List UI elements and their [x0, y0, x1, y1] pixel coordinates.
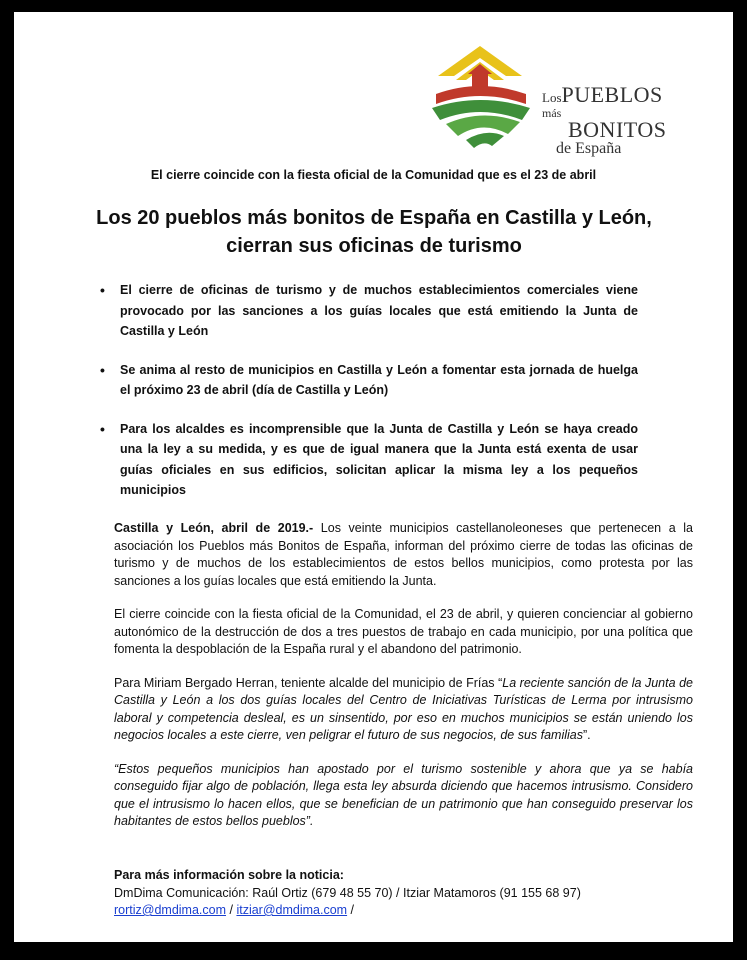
bullet-item [100, 360, 638, 401]
document-page [14, 12, 733, 942]
paragraph-4 [114, 761, 693, 831]
paragraph-2: El cierre coincide con la fiesta oficial de la Comunidad, el 23 de abril, y quieren concienciar al gobierno autonómico de la destrucción de dos a tres puestos de trabajo en cada municipio, por una política que fomenta la despoblación de la España rural y el abandono del patrimonio. [114, 607, 693, 656]
logo-emblem-icon [422, 42, 542, 152]
logo-word-mas: más [542, 106, 562, 120]
bullet-dot-icon: • [100, 420, 105, 437]
bullet-dot-icon: • [100, 361, 105, 378]
logo-word-espana: de España [556, 140, 622, 157]
paragraph-3-quote: La reciente sanción de la Junta de Castilla y León a los dos guías locales del Centro de Iniciativas Turísticas de Lerma por intrusismo laboral y competencia desleal, es un sinsentido, por eso en muchos municipios se están uniendo los negocios locales a este cierre, ven peligrar el futuro de sus negocios, de sus familias [114, 675, 693, 742]
contact-title: Para más información sobre la noticia: [114, 868, 344, 882]
paragraph-3 [114, 675, 693, 745]
bullet-text: El cierre de oficinas de turismo y de muchos establecimientos comerciales viene provocado por las sanciones a los guías locales que está emitiendo la Junta de Castilla y León [120, 283, 638, 338]
email-link-itziar[interactable]: itziar@dmdima.com [236, 903, 348, 917]
subtitle: El cierre coincide con la fiesta oficial de la Comunidad que es el 23 de abril [150, 168, 597, 182]
contact-emails [114, 902, 693, 920]
bullet-item [100, 280, 638, 342]
pueblos-mas-bonitos-logo [422, 42, 667, 167]
article-body [114, 520, 693, 847]
bullet-dot-icon: • [100, 282, 105, 298]
contact-line: DmDima Comunicación: Raúl Ortiz (679 48 55 70) / Itziar Matamoros (91 155 68 97) [114, 885, 581, 900]
bullet-text: Para los alcaldes es incomprensible que la Junta de Castilla y León se haya creado una la ley a su medida, y es que de igual manera que la Junta está exenta de usar guías oficiales en sus edificios, solicitan aplicar la misma ley a los pequeños municipios [120, 421, 638, 497]
logo-prefix: Los [542, 90, 562, 105]
paragraph-3-end: ”. [583, 728, 591, 742]
paragraph-1 [114, 520, 693, 590]
dateline: Castilla y León, abril de 2019.- [114, 521, 314, 535]
bullet-item [100, 419, 638, 501]
headline: Los 20 pueblos más bonitos de España en Castilla y León, cierran sus oficinas de turismo [96, 207, 652, 257]
bullet-list [100, 280, 638, 519]
paragraph-3-intro: Para Miriam Bergado Herran, teniente alcalde del municipio de Frías “ [114, 675, 503, 690]
email-separator: / [226, 903, 237, 917]
email-separator-end: / [347, 903, 355, 917]
paragraph-1-text: Los veinte municipios castellanoleoneses que pertenecen a la asociación los Pueblos más Bonitos de España, informan del próximo cierre de todas las oficinas de turismo y de muchos de los establecimientos de estos bellos municipios, como protesta por las sanciones a los guías locales que está emitiendo la Junta. [114, 521, 693, 588]
paragraph-4-quote: “Estos pequeños municipios han apostado por el turismo sostenible y ahora que ya se había conseguido fijar algo de población, llega esta ley absurda diciendo que hacemos intrusismo. Considero que el intrusismo lo hacen ellos, que se benefician de un patrimonio que han conseguido preservar los habitantes de estos bellos pueblos”. [114, 761, 693, 828]
email-link-rortiz[interactable]: rortiz@dmdima.com [114, 903, 227, 917]
contact-block [114, 867, 693, 920]
bullet-text: Se anima al resto de municipios en Castilla y León a fomentar esta jornada de huelga el próximo 23 de abril (día de Castilla y León) [120, 362, 638, 397]
logo-word-pueblos: PUEBLOS [561, 82, 663, 107]
logo-word-bonitos: BONITOS [568, 117, 667, 142]
logo-wordmark [542, 84, 666, 157]
